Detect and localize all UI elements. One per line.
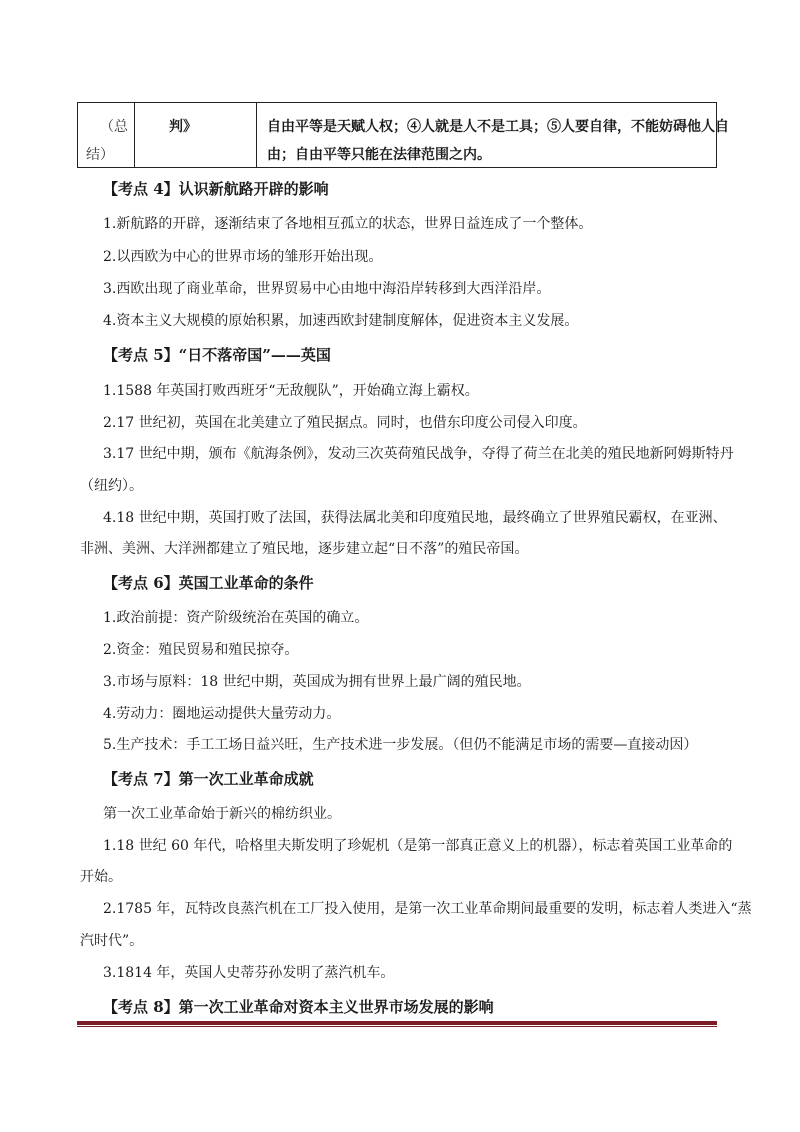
paragraph: 3.市场与原料：18 世纪中期，英国成为拥有世界上最广阔的殖民地。 <box>103 674 531 690</box>
paragraph: 2.资金：殖民贸易和殖民掠夺。 <box>103 642 299 658</box>
paragraph: 3.17 世纪中期，颁布《航海条例》，发动三次英荷殖民战争，夺得了荷兰在北美的殖民地新阿姆斯特丹 <box>103 446 734 462</box>
table-cell-category <box>78 103 135 167</box>
section-heading: 【考点 5】“日不落帝国”——英国 <box>103 346 331 364</box>
table-cell-text: 由；自由平等只能在法律范围之内。 <box>267 147 491 163</box>
section-heading: 【考点 4】认识新航路开辟的影响 <box>103 180 329 198</box>
summary-table <box>77 102 729 168</box>
table-cell-title <box>135 103 257 167</box>
paragraph: 1.1588 年英国打败西班牙“无敌舰队”，开始确立海上霸权。 <box>103 383 479 399</box>
table-cell-text: 自由平等是天赋人权；④人就是人不是工具；⑤人要自律，不能妨碍他人自 <box>267 119 729 135</box>
paragraph: 1.政治前提：资产阶级统治在英国的确立。 <box>103 610 369 626</box>
paragraph: 4.劳动力：圈地运动提供大量劳动力。 <box>103 706 341 722</box>
section-heading: 【考点 7】第一次工业革命成就 <box>103 770 314 788</box>
paragraph: 2.1785 年，瓦特改良蒸汽机在工厂投入使用，是第一次工业革命期间最重要的发明，标志着人类进入“蒸 <box>103 901 752 917</box>
paragraph-continuation: 非洲、美洲、大洋洲都建立了殖民地，逐步建立起“日不落”的殖民帝国。 <box>80 541 529 557</box>
table-cell-text: （总 <box>100 119 128 135</box>
paragraph: 第一次工业革命始于新兴的棉纺织业。 <box>103 806 341 822</box>
table-cell-text: 结） <box>86 147 114 163</box>
footer-divider <box>77 1021 717 1025</box>
paragraph-continuation: （纽约）。 <box>80 478 143 494</box>
table-cell-text: 判》 <box>169 119 197 135</box>
paragraph: 1.新航路的开辟，逐渐结束了各地相互孤立的状态，世界日益连成了一个整体。 <box>103 216 593 232</box>
paragraph: 2.17 世纪初，英国在北美建立了殖民据点。同时，也借东印度公司侵入印度。 <box>103 415 587 431</box>
paragraph: 3.1814 年，英国人史蒂芬孙发明了蒸汽机车。 <box>103 965 395 981</box>
paragraph: 1.18 世纪 60 年代，哈格里夫斯发明了珍妮机（是第一部真正意义上的机器），标志着英国工业革命的 <box>103 838 733 854</box>
paragraph: 4.18 世纪中期，英国打败了法国，获得法属北美和印度殖民地，最终确立了世界殖民霸权，在亚洲、 <box>103 510 727 526</box>
paragraph-continuation: 开始。 <box>80 869 122 885</box>
paragraph: 5.生产技术：手工工场日益兴旺，生产技术进一步发展。（但仍不能满足市场的需要—直接动因） <box>103 737 698 753</box>
paragraph: 2.以西欧为中心的世界市场的雏形开始出现。 <box>103 249 383 265</box>
footer-divider-thin <box>77 1026 717 1027</box>
table-cell-content <box>257 103 729 167</box>
section-heading: 【考点 6】英国工业革命的条件 <box>103 574 314 592</box>
paragraph: 4.资本主义大规模的原始积累，加速西欧封建制度解体，促进资本主义发展。 <box>103 313 579 329</box>
section-heading: 【考点 8】第一次工业革命对资本主义世界市场发展的影响 <box>103 998 494 1016</box>
paragraph-continuation: 汽时代”。 <box>80 933 144 949</box>
paragraph: 3.西欧出现了商业革命，世界贸易中心由地中海沿岸转移到大西洋沿岸。 <box>103 281 551 297</box>
